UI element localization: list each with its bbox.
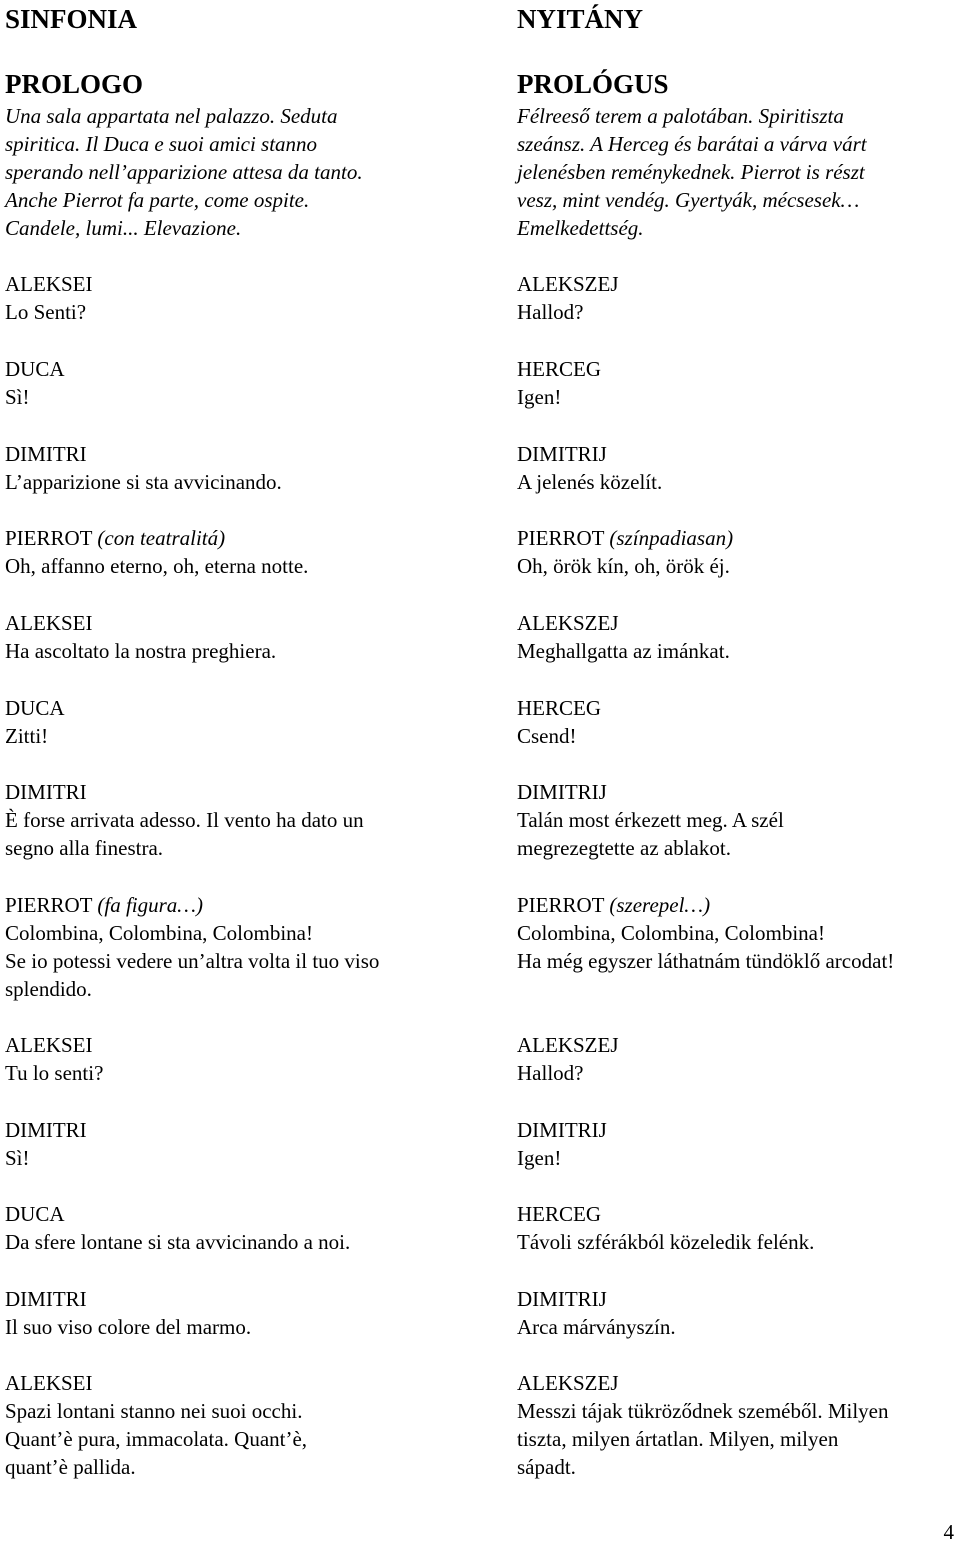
speaker-name: ALEKSZEJ — [517, 1371, 619, 1395]
dialogue-line: Oh, örök kín, oh, örök éj. — [517, 554, 730, 578]
dialogue-entry — [5, 1116, 87, 1172]
dialogue-entry — [517, 270, 619, 326]
speaker-name: DUCA — [5, 1202, 65, 1226]
speaker-name: DIMITRI — [5, 780, 87, 804]
speaker-heading — [5, 1369, 307, 1397]
speaker-name: ALEKSZEJ — [517, 1033, 619, 1057]
dialogue-entry — [5, 1031, 103, 1087]
page-number: 4 — [943, 1520, 954, 1544]
speaker-direction: (szerepel…) — [609, 893, 711, 917]
dialogue-entry — [5, 440, 282, 496]
dialogue-entry — [517, 1200, 814, 1256]
speaker-name: ALEKSEI — [5, 272, 93, 296]
dialogue-entry — [5, 609, 276, 665]
speaker-heading — [517, 609, 730, 637]
dialogue-entry — [517, 440, 662, 496]
dialogue-line: Da sfere lontane si sta avvicinando a noi. — [5, 1230, 351, 1254]
speaker-name: PIERROT — [5, 526, 93, 550]
dialogue-entry — [5, 891, 379, 1003]
speaker-name: ALEKSZEJ — [517, 272, 619, 296]
speaker-heading — [517, 694, 601, 722]
dialogue-entry — [517, 778, 784, 862]
speaker-name: ALEKSEI — [5, 1033, 93, 1057]
dialogue-line: Spazi lontani stanno nei suoi occhi. Quant’è pura, immacolata. Quant’è, quant’è pallida. — [5, 1399, 308, 1479]
prologue-heading: PROLOGO — [5, 69, 144, 99]
speaker-name: DIMITRIJ — [517, 780, 607, 804]
dialogue-line: Sì! — [5, 385, 30, 409]
speaker-name: HERCEG — [517, 1202, 601, 1226]
dialogue-entry — [5, 1369, 307, 1481]
dialogue-line: È forse arrivata adesso. Il vento ha dato un segno alla finestra. — [5, 808, 364, 860]
dialogue-line: Ha ascoltato la nostra preghiera. — [5, 639, 277, 663]
dialogue-line: Hallod? — [517, 300, 584, 324]
speaker-name: DIMITRI — [5, 1118, 87, 1142]
dialogue-entry — [5, 524, 308, 580]
speaker-heading — [517, 524, 733, 552]
speaker-name: PIERROT — [517, 526, 605, 550]
stage-direction: Félreeső terem a palotában. Spiritiszta szeánsz. A Herceg és barátai a várva várt jelenésben reménykednek. Pierrot is részt vesz, mint vendég. Gyertyák, mécsesek… Emelkedettség. — [517, 104, 867, 240]
dialogue-line: A jelenés közelít. — [517, 470, 663, 494]
speaker-heading — [5, 609, 276, 637]
dialogue-line: Talán most érkezett meg. A szél megrezegtette az ablakot. — [517, 808, 784, 860]
speaker-heading — [517, 1031, 619, 1059]
speaker-name: DIMITRIJ — [517, 442, 607, 466]
dialogue-entry — [517, 609, 730, 665]
speaker-name: HERCEG — [517, 696, 601, 720]
speaker-name: DIMITRI — [5, 442, 87, 466]
speaker-heading — [5, 355, 65, 383]
speaker-name: DUCA — [5, 357, 65, 381]
speaker-heading — [5, 694, 65, 722]
column-title: SINFONIA — [5, 4, 138, 34]
speaker-name: PIERROT — [5, 893, 93, 917]
dialogue-line: Oh, affanno eterno, oh, eterna notte. — [5, 554, 309, 578]
dialogue-line: Hallod? — [517, 1061, 584, 1085]
dialogue-entry — [517, 1116, 607, 1172]
speaker-heading — [517, 1369, 889, 1397]
column-title: NYITÁNY — [517, 4, 644, 34]
speaker-heading — [517, 778, 784, 806]
speaker-heading — [5, 524, 308, 552]
speaker-name: DIMITRIJ — [517, 1118, 607, 1142]
speaker-name: HERCEG — [517, 357, 601, 381]
speaker-name: ALEKSEI — [5, 611, 93, 635]
speaker-heading — [517, 440, 662, 468]
dialogue-line: Távoli szférákból közeledik felénk. — [517, 1230, 815, 1254]
speaker-name: DUCA — [5, 696, 65, 720]
speaker-heading — [5, 1116, 87, 1144]
dialogue-line: Meghallgatta az imánkat. — [517, 639, 730, 663]
prologue-heading: PROLÓGUS — [517, 69, 669, 99]
dialogue-entry — [517, 891, 894, 975]
dialogue-line: Colombina, Colombina, Colombina! Ha még egyszer láthatnám tündöklő arcodat! — [517, 921, 895, 973]
speaker-heading — [517, 891, 894, 919]
dialogue-line: Messzi tájak tükröződnek szeméből. Milyen tiszta, milyen ártatlan. Milyen, milyen sápadt. — [517, 1399, 889, 1479]
speaker-heading — [517, 1285, 676, 1313]
speaker-direction: (fa figura…) — [97, 893, 203, 917]
dialogue-line: Arca márványszín. — [517, 1315, 676, 1339]
dialogue-line: Igen! — [517, 385, 562, 409]
speaker-heading — [5, 1031, 103, 1059]
dialogue-entry — [517, 694, 601, 750]
speaker-name: DIMITRI — [5, 1287, 87, 1311]
speaker-heading — [517, 270, 619, 298]
speaker-name: DIMITRIJ — [517, 1287, 607, 1311]
dialogue-entry — [517, 1031, 619, 1087]
dialogue-line: Csend! — [517, 724, 577, 748]
speaker-direction: (színpadiasan) — [609, 526, 734, 550]
dialogue-entry — [517, 355, 601, 411]
dialogue-line: Zitti! — [5, 724, 49, 748]
dialogue-entry — [517, 1369, 889, 1481]
dialogue-line: Il suo viso colore del marmo. — [5, 1315, 252, 1339]
speaker-heading — [5, 1200, 350, 1228]
speaker-heading — [517, 1200, 814, 1228]
dialogue-entry — [5, 694, 65, 750]
dialogue-line: Tu lo senti? — [5, 1061, 104, 1085]
dialogue-line: Lo Senti? — [5, 300, 87, 324]
dialogue-entry — [517, 1285, 676, 1341]
speaker-name: ALEKSZEJ — [517, 611, 619, 635]
dialogue-line: Colombina, Colombina, Colombina! Se io potessi vedere un’altra volta il tuo viso splendido. — [5, 921, 380, 1001]
stage-direction: Una sala appartata nel palazzo. Seduta spiritica. Il Duca e suoi amici stanno sperando nell’apparizione attesa da tanto. Anche Pierrot fa parte, come ospite. Candele, lumi... Elevazione. — [5, 104, 363, 240]
speaker-heading — [5, 270, 93, 298]
dialogue-line: Igen! — [517, 1146, 562, 1170]
speaker-direction: (con teatralitá) — [97, 526, 226, 550]
dialogue-entry — [5, 355, 65, 411]
speaker-name: ALEKSEI — [5, 1371, 93, 1395]
dialogue-line: Sì! — [5, 1146, 30, 1170]
speaker-heading — [5, 1285, 251, 1313]
speaker-heading — [5, 778, 364, 806]
speaker-heading — [517, 355, 601, 383]
dialogue-entry — [517, 524, 733, 580]
speaker-heading — [5, 891, 379, 919]
dialogue-entry — [5, 1285, 251, 1341]
dialogue-entry — [5, 1200, 350, 1256]
speaker-name: PIERROT — [517, 893, 605, 917]
dialogue-line: L’apparizione si sta avvicinando. — [5, 470, 282, 494]
speaker-heading — [5, 440, 282, 468]
dialogue-entry — [5, 270, 93, 326]
dialogue-entry — [5, 778, 364, 862]
speaker-heading — [517, 1116, 607, 1144]
